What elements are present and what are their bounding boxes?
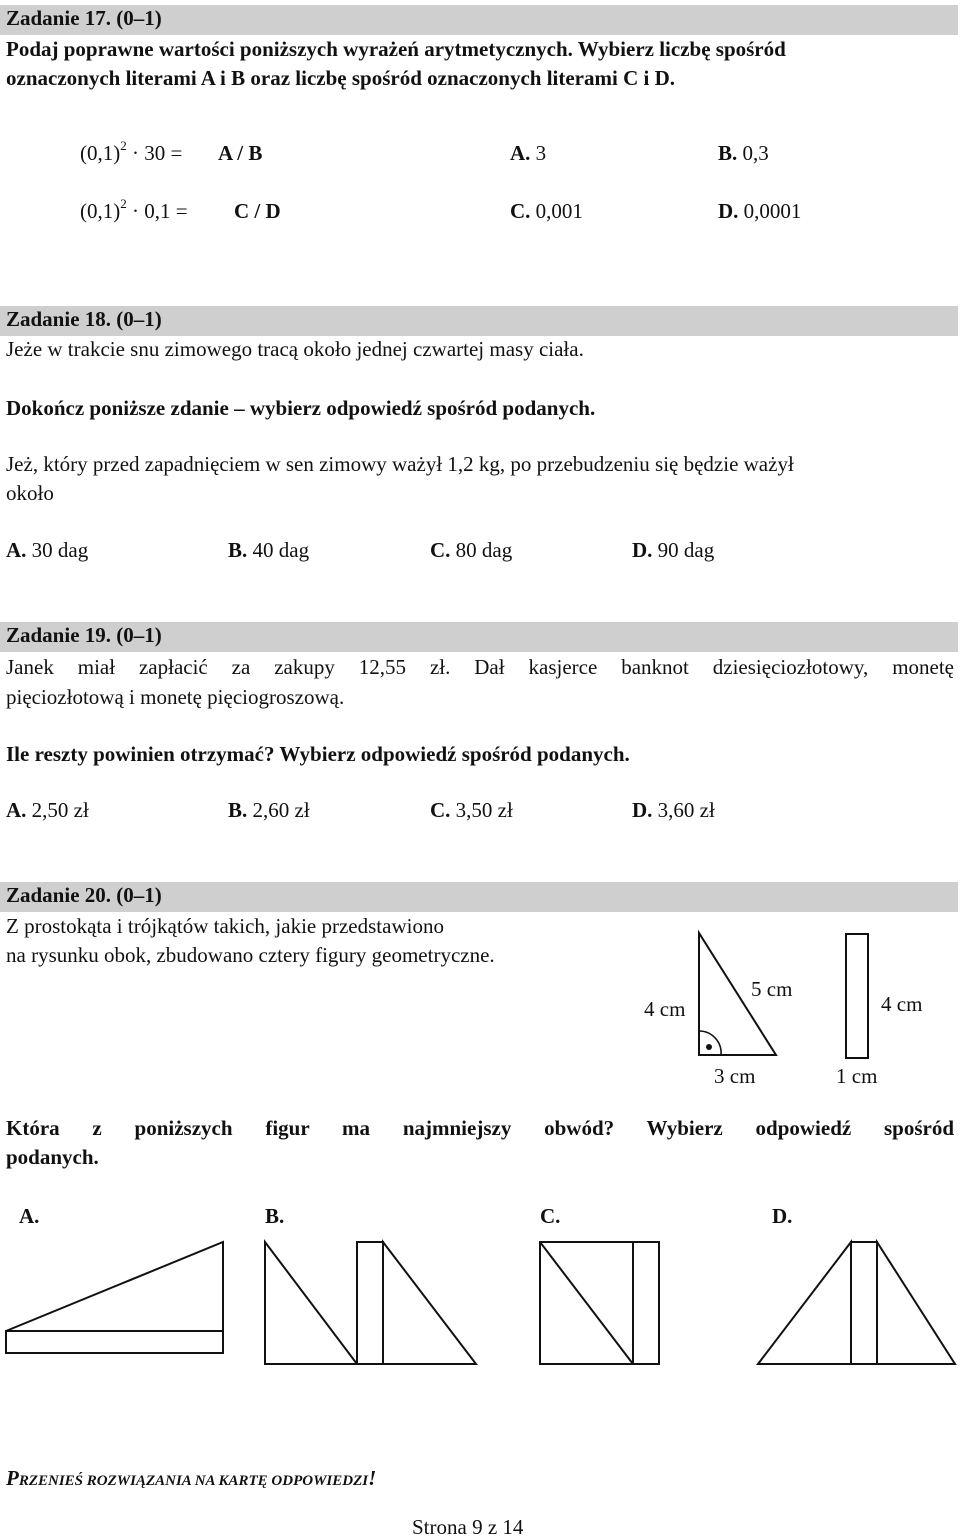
footer-note: PRZENIEŚ ROZWIĄZANIA NA KARTĘ ODPOWIEDZI! <box>6 1466 377 1490</box>
task18-option-c[interactable]: C. 80 dag <box>430 538 513 562</box>
task17-option-c[interactable]: C. 0,001 <box>510 199 583 223</box>
task20-question-line1: Która z poniższych figur ma najmniejszy obwód? Wybierz odpowiedź spośród <box>6 1116 954 1140</box>
task18-option-d[interactable]: D. 90 dag <box>632 538 715 562</box>
task19-option-c[interactable]: C. 3,50 zł <box>430 798 513 822</box>
task18-points: (0–1) <box>116 307 162 331</box>
task20-text-line1: Z prostokąta i trójkątów takich, jakie przedstawiono <box>6 914 444 938</box>
rectangle-width-label: 1 cm <box>836 1064 878 1088</box>
page-number: Strona 9 z 14 <box>412 1515 524 1539</box>
task20-title: Zadanie 20. <box>6 883 112 907</box>
task18-text: Jeże w trakcie snu zimowego tracą około jednej czwartej masy ciała. <box>6 337 584 361</box>
triangle-height-label: 4 cm <box>644 997 686 1021</box>
right-angle-dot <box>706 1044 712 1050</box>
task18-title: Zadanie 18. <box>6 307 112 331</box>
task17-title: Zadanie 17. <box>6 6 112 30</box>
task19-header <box>0 622 958 652</box>
task17-expression-1: $(0,1)^2 \cdot 30$ = <box>80 138 183 165</box>
task17-choice-ab: A / B <box>218 141 263 165</box>
task17-instruction2: oznaczonych literami A i B oraz liczbę spośród oznaczonych literami C i D. <box>6 66 675 90</box>
rectangle-shape <box>846 934 868 1058</box>
task20-question-line2: podanych. <box>6 1145 99 1169</box>
task18-header <box>0 306 958 336</box>
task18-question-line2: około <box>6 481 54 505</box>
task19-question: Ile reszty powinien otrzymać? Wybierz odpowiedź spośród podanych. <box>6 742 630 766</box>
triangle-base-label: 3 cm <box>714 1064 756 1088</box>
task19-points: (0–1) <box>116 623 162 647</box>
task17-instruction: Podaj poprawne wartości poniższych wyrażeń arytmetycznych. Wybierz liczbę spośród <box>6 37 786 61</box>
task20-points: (0–1) <box>116 883 162 907</box>
figure-d <box>758 1242 955 1364</box>
task18-instruction: Dokończ poniższe zdanie – wybierz odpowiedź spośród podanych. <box>6 396 596 420</box>
figure-a-label[interactable]: A. <box>19 1204 40 1228</box>
task19-text-line1: Janek miał zapłacić za zakupy 12,55 zł. Dał kasjerce banknot dziesięciozłotowy, monetę <box>6 655 954 679</box>
task17-header <box>0 5 958 35</box>
task17-points: (0–1) <box>116 6 162 30</box>
task17-expression-2: $(0,1)^2 \cdot 0,1$ = <box>80 196 188 223</box>
task18-option-a[interactable]: A. 30 dag <box>6 538 89 562</box>
figure-b <box>265 1242 476 1364</box>
task20-header <box>0 882 958 912</box>
task18-question-line1: Jeż, który przed zapadnięciem w sen zimowy ważył 1,2 kg, po przebudzeniu się będzie ważył <box>6 452 794 476</box>
task19-option-b[interactable]: B. 2,60 zł <box>228 798 310 822</box>
figure-b-label[interactable]: B. <box>265 1204 285 1228</box>
task19-option-a[interactable]: A. 2,50 zł <box>6 798 89 822</box>
task19-option-d[interactable]: D. 3,60 zł <box>632 798 715 822</box>
task18-option-b[interactable]: B. 40 dag <box>228 538 310 562</box>
task17-choice-cd: C / D <box>234 199 281 223</box>
figure-a <box>6 1242 223 1353</box>
task20-text-line2: na rysunku obok, zbudowano cztery figury geometryczne. <box>6 943 495 967</box>
triangle-hypotenuse-label: 5 cm <box>751 977 793 1001</box>
task19-text-line2: pięciozłotową i monetę pięciogroszową. <box>6 685 345 709</box>
task17-option-d[interactable]: D. 0,0001 <box>718 199 802 223</box>
figure-c-label[interactable]: C. <box>540 1204 561 1228</box>
task17-option-a[interactable]: A. 3 <box>510 141 547 165</box>
rectangle-height-label: 4 cm <box>881 992 923 1016</box>
figure-c <box>540 1242 659 1364</box>
task19-title: Zadanie 19. <box>6 623 112 647</box>
task17-option-b[interactable]: B. 0,3 <box>718 141 769 165</box>
figure-d-label[interactable]: D. <box>772 1204 793 1228</box>
